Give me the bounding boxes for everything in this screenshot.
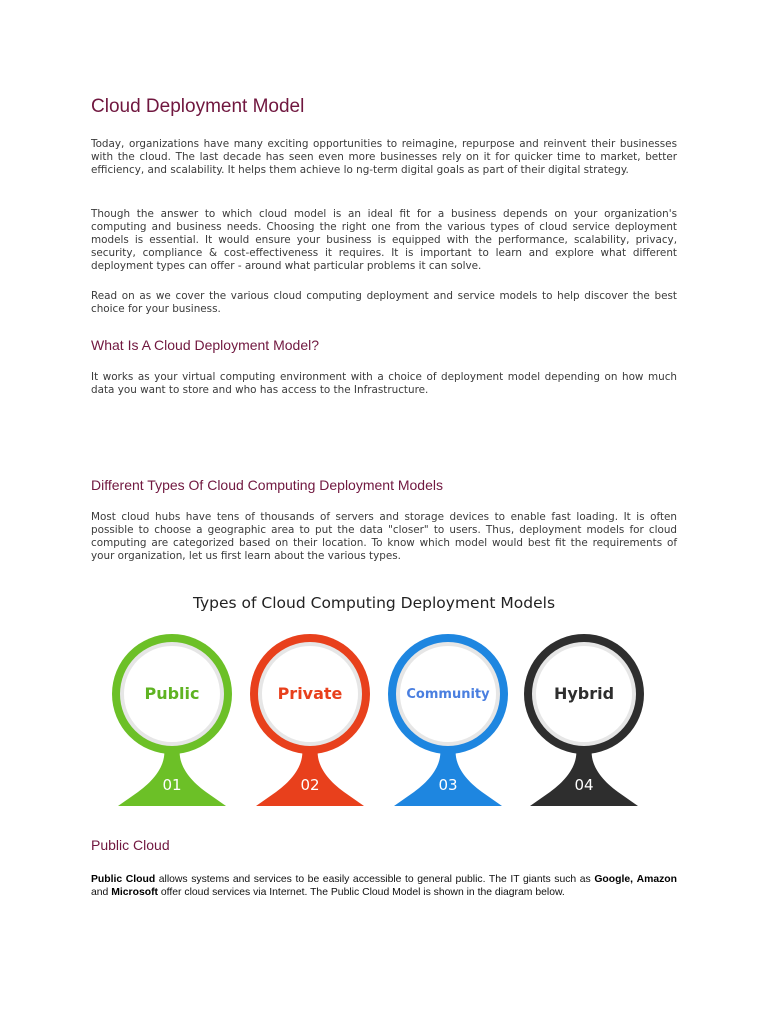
model-label: Public bbox=[144, 684, 200, 703]
model-label: Private bbox=[277, 684, 343, 703]
model-hybrid bbox=[520, 630, 648, 810]
term-google: Google, bbox=[594, 874, 634, 885]
heading-what-is: What Is A Cloud Deployment Model? bbox=[91, 337, 320, 353]
public-text-3: offer cloud services via Internet. The Public Cloud Model is shown in the diagram below. bbox=[158, 887, 565, 898]
intro-paragraph-3: Read on as we cover the various cloud computing deployment and service models to help discover the best choice for your business. bbox=[91, 290, 677, 315]
heading-types: Different Types Of Cloud Computing Deployment Models bbox=[91, 477, 443, 493]
model-number: 02 bbox=[300, 776, 320, 794]
model-number: 03 bbox=[438, 776, 458, 794]
model-community bbox=[384, 630, 512, 810]
model-private bbox=[246, 630, 374, 810]
infographic-title: Types of Cloud Computing Deployment Models bbox=[192, 594, 556, 612]
page-title: Cloud Deployment Model bbox=[91, 96, 305, 117]
public-text-1: allows systems and services to be easily accessible to general public. The IT giants such as bbox=[155, 874, 595, 885]
intro-paragraph-1: Today, organizations have many exciting opportunities to reimagine, repurpose and reinvent their businesses with the cloud. The last decade has seen even more businesses rely on it for quicker time to market, better efficiency, and scalability. It helps them achieve lo ng-term digital goals as part of their digital strategy. bbox=[91, 138, 677, 176]
public-cloud-paragraph bbox=[91, 873, 677, 899]
term-microsoft: Microsoft bbox=[111, 887, 158, 898]
intro-paragraph-2: Though the answer to which cloud model is an ideal fit for a business depends on your organization's computing and business needs. Choosing the right one from the various types of cloud service deployment models is essential. It would ensure your business is equipped with the performance, scalability, privacy, security, compliance & cost-effectiveness it requires. It is important to learn and explore what different deployment types can offer - around what particular problems it can solve. bbox=[91, 208, 677, 272]
types-paragraph: Most cloud hubs have tens of thousands of servers and storage devices to enable fast loading. It is often possible to choose a geographic area to put the data "closer" to users. Thus, deployment models for cloud computing are categorized based on their location. To know which model would best fit the requirements of your organization, let us first learn about the various types. bbox=[91, 511, 677, 562]
model-number: 04 bbox=[574, 776, 594, 794]
what-is-paragraph: It works as your virtual computing environment with a choice of deployment model depending on how much data you want to store and who has access to the Infrastructure. bbox=[91, 371, 677, 396]
deployment-models-infographic bbox=[100, 586, 660, 818]
model-label: Community bbox=[406, 687, 490, 702]
heading-public-cloud: Public Cloud bbox=[91, 837, 170, 853]
model-number: 01 bbox=[162, 776, 182, 794]
term-amazon: Amazon bbox=[636, 874, 678, 885]
term-public-cloud: Public Cloud bbox=[91, 874, 156, 885]
model-public bbox=[108, 630, 236, 810]
public-text-2: and bbox=[91, 887, 112, 898]
model-label: Hybrid bbox=[553, 684, 615, 703]
